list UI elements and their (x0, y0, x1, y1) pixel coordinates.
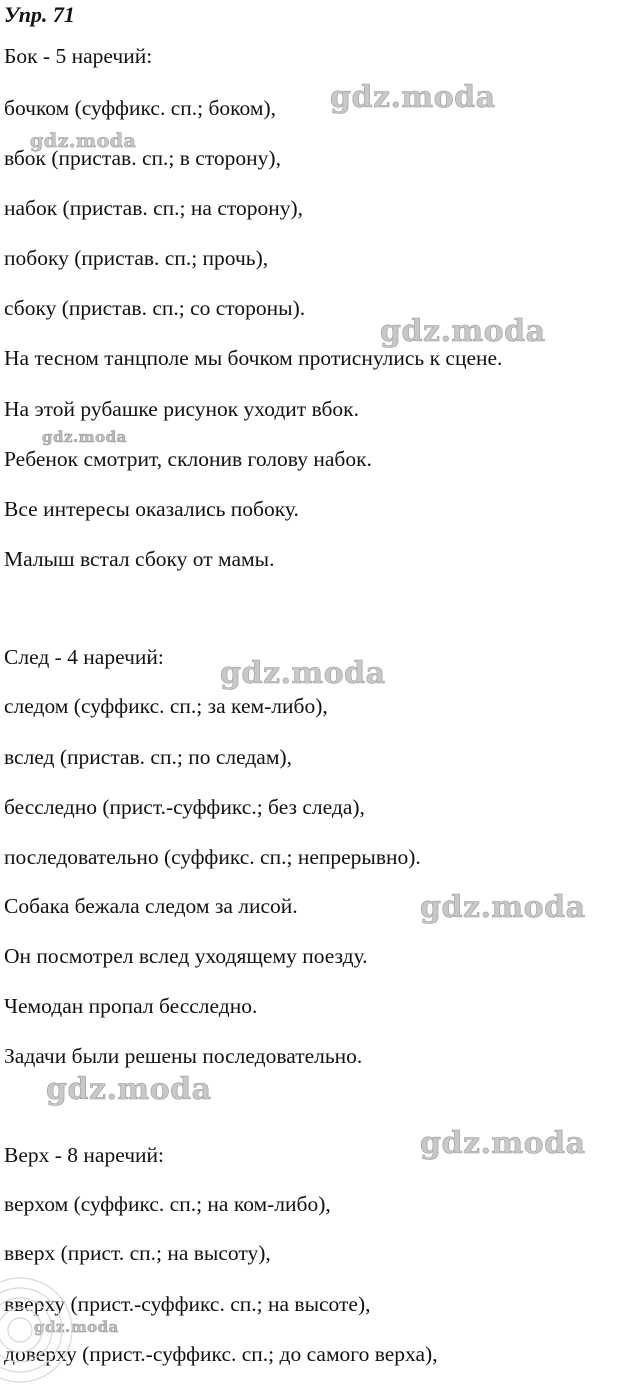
text-line: верхом (суффикс. сп.; на ком-либо), (4, 1192, 331, 1216)
section-heading-bok: Бок - 5 наречий: (4, 44, 153, 68)
text-line: На тесном танцполе мы бочком протиснулись к сцене. (4, 346, 503, 370)
text-line: Все интересы оказались побоку. (4, 497, 299, 521)
section-heading-verh: Верх - 8 наречий: (4, 1143, 165, 1167)
text-line: Ребенок смотрит, склонив голову набок. (4, 447, 372, 471)
watermark: gdz.moda (330, 80, 496, 115)
text-line: вслед (пристав. сп.; по следам), (4, 745, 292, 769)
text-line: Он посмотрел вслед уходящему поезду. (4, 944, 368, 968)
watermark: gdz.moda (380, 314, 546, 349)
text-line: вверх (прист. сп.; на высоту), (4, 1241, 271, 1265)
text-line: Малыш встал сбоку от мамы. (4, 547, 275, 571)
watermark: gdz.moda (420, 890, 586, 925)
text-line: сбоку (пристав. сп.; со стороны). (4, 296, 306, 320)
text-line: набок (пристав. сп.; на сторону), (4, 196, 304, 220)
text-line: вбок (пристав. сп.; в сторону), (4, 146, 281, 170)
text-line: бесследно (прист.-суффикс.; без следа), (4, 795, 365, 819)
exercise-title: Упр. 71 (4, 2, 75, 27)
watermark: gdz.moda (30, 130, 137, 152)
text-line: следом (суффикс. сп.; за кем-либо), (4, 694, 328, 718)
watermark: gdz.moda (34, 1318, 119, 1336)
watermark: gdz.moda (46, 1072, 212, 1107)
text-line: вверху (прист.-суффикс. сп.; на высоте), (4, 1292, 371, 1316)
text-line: бочком (суффикс. сп.; боком), (4, 96, 276, 120)
text-line: На этой рубашке рисунок уходит вбок. (4, 397, 359, 421)
watermark: gdz.moda (220, 656, 386, 691)
watermark: gdz.moda (420, 1126, 586, 1161)
text-line: Собака бежала следом за лисой. (4, 894, 298, 918)
watermark: gdz.moda (42, 428, 127, 446)
text-line: побоку (пристав. сп.; прочь), (4, 246, 269, 270)
text-line: доверху (прист.-суффикс. сп.; до самого верха), (4, 1342, 438, 1366)
text-line: последовательно (суффикс. сп.; непрерывно). (4, 845, 421, 869)
watermark-rings-icon (0, 1240, 90, 1390)
text-line: Чемодан пропал бесследно. (4, 994, 258, 1018)
section-heading-sled: След - 4 наречий: (4, 645, 164, 669)
text-line: Задачи были решены последовательно. (4, 1044, 363, 1068)
